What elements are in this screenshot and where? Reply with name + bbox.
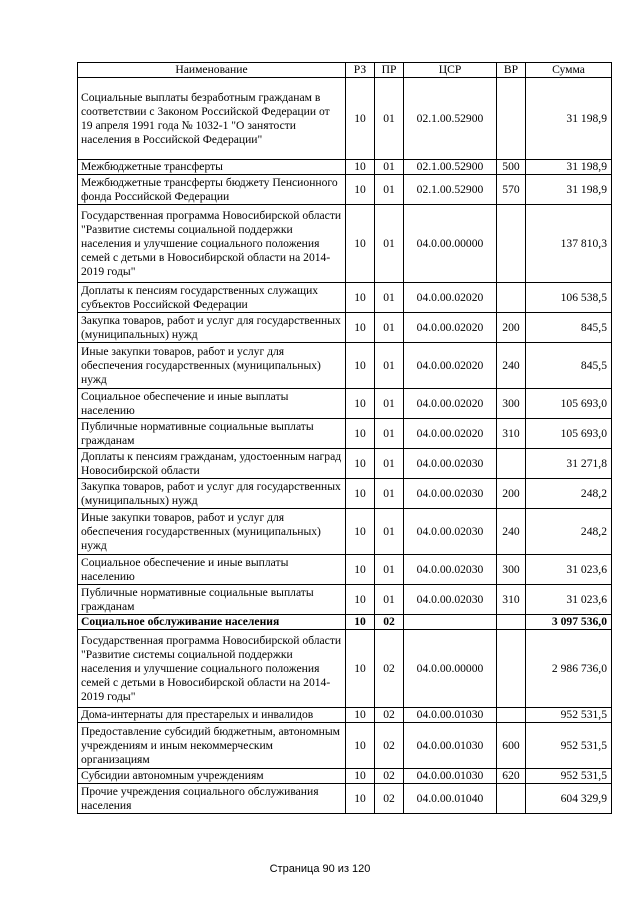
- cell-sum: 31 198,9: [526, 78, 612, 160]
- cell-name: Социальное обеспечение и иные выплаты населению: [78, 555, 346, 585]
- cell-name: Межбюджетные трансферты: [78, 160, 346, 175]
- cell-rz: 10: [346, 449, 375, 479]
- table-row: [78, 585, 612, 615]
- cell-rz: 10: [346, 784, 375, 814]
- table-row: [78, 160, 612, 175]
- cell-vr: [497, 449, 526, 479]
- cell-sum: 31 023,6: [526, 555, 612, 585]
- table-row: [78, 389, 612, 419]
- cell-name: Межбюджетные трансферты бюджету Пенсионного фонда Российской Федерации: [78, 175, 346, 205]
- cell-pr: 02: [375, 769, 404, 784]
- cell-sum: 952 531,5: [526, 708, 612, 723]
- cell-name: Иные закупки товаров, работ и услуг для обеспечения государственных (муниципальных) нужд: [78, 509, 346, 555]
- cell-name: Субсидии автономным учреждениям: [78, 769, 346, 784]
- cell-name: Публичные нормативные социальные выплаты гражданам: [78, 585, 346, 615]
- budget-table: [77, 62, 612, 814]
- cell-rz: 10: [346, 630, 375, 708]
- cell-name: Закупка товаров, работ и услуг для государственных (муниципальных) нужд: [78, 479, 346, 509]
- cell-rz: 10: [346, 313, 375, 343]
- cell-vr: 310: [497, 585, 526, 615]
- cell-sum: 248,2: [526, 479, 612, 509]
- header-rz: РЗ: [346, 63, 375, 78]
- cell-vr: 500: [497, 160, 526, 175]
- cell-sum: 31 198,9: [526, 160, 612, 175]
- cell-pr: 01: [375, 205, 404, 283]
- cell-pr: 01: [375, 313, 404, 343]
- cell-vr: 240: [497, 509, 526, 555]
- cell-name: Публичные нормативные социальные выплаты гражданам: [78, 419, 346, 449]
- cell-name: Социальное обслуживание населения: [78, 615, 346, 630]
- cell-rz: 10: [346, 343, 375, 389]
- cell-pr: 01: [375, 175, 404, 205]
- cell-sum: 105 693,0: [526, 389, 612, 419]
- page-footer: Страница 90 из 120: [269, 863, 371, 875]
- cell-csr: 04.0.00.00000: [404, 630, 497, 708]
- table-row: [78, 479, 612, 509]
- cell-sum: 604 329,9: [526, 784, 612, 814]
- cell-vr: 570: [497, 175, 526, 205]
- cell-pr: 01: [375, 449, 404, 479]
- cell-csr: 04.0.00.01040: [404, 784, 497, 814]
- cell-name: Доплаты к пенсиям государственных служащих субъектов Российской Федерации: [78, 283, 346, 313]
- cell-sum: 106 538,5: [526, 283, 612, 313]
- table-row: [78, 630, 612, 708]
- cell-csr: 02.1.00.52900: [404, 78, 497, 160]
- header-sum: Сумма: [526, 63, 612, 78]
- cell-vr: 600: [497, 723, 526, 769]
- header-vr: ВР: [497, 63, 526, 78]
- table-header-row: [78, 63, 612, 78]
- cell-vr: 200: [497, 479, 526, 509]
- cell-sum: 3 097 536,0: [526, 615, 612, 630]
- cell-vr: [497, 708, 526, 723]
- cell-csr: 04.0.00.02020: [404, 389, 497, 419]
- table-row: [78, 723, 612, 769]
- cell-pr: 01: [375, 283, 404, 313]
- cell-csr: 02.1.00.52900: [404, 160, 497, 175]
- cell-pr: 01: [375, 343, 404, 389]
- cell-csr: 04.0.00.02030: [404, 509, 497, 555]
- cell-csr: 04.0.00.01030: [404, 708, 497, 723]
- cell-csr: [404, 615, 497, 630]
- cell-pr: 01: [375, 419, 404, 449]
- cell-pr: 01: [375, 78, 404, 160]
- cell-sum: 137 810,3: [526, 205, 612, 283]
- cell-name: Дома-интернаты для престарелых и инвалидов: [78, 708, 346, 723]
- cell-vr: 200: [497, 313, 526, 343]
- cell-vr: 310: [497, 419, 526, 449]
- cell-name: Государственная программа Новосибирской области "Развитие системы социальной поддержки населения и улучшение социального положения семей с детьми в Новосибирской области на 2014-2019 годы": [78, 630, 346, 708]
- cell-csr: 04.0.00.02020: [404, 283, 497, 313]
- cell-csr: 04.0.00.02030: [404, 449, 497, 479]
- cell-name: Закупка товаров, работ и услуг для государственных (муниципальных) нужд: [78, 313, 346, 343]
- header-pr: ПР: [375, 63, 404, 78]
- cell-sum: 952 531,5: [526, 769, 612, 784]
- cell-rz: 10: [346, 419, 375, 449]
- header-name: Наименование: [78, 63, 346, 78]
- cell-rz: 10: [346, 479, 375, 509]
- cell-rz: 10: [346, 389, 375, 419]
- cell-pr: 01: [375, 555, 404, 585]
- cell-rz: 10: [346, 555, 375, 585]
- cell-vr: 300: [497, 555, 526, 585]
- cell-csr: 04.0.00.01030: [404, 769, 497, 784]
- cell-pr: 02: [375, 630, 404, 708]
- table-row: [78, 784, 612, 814]
- cell-name: Предоставление субсидий бюджетным, автономным учреждениям и иным некоммерческим организациям: [78, 723, 346, 769]
- cell-pr: 01: [375, 160, 404, 175]
- table-row: [78, 313, 612, 343]
- cell-sum: 845,5: [526, 313, 612, 343]
- cell-vr: 240: [497, 343, 526, 389]
- cell-csr: 04.0.00.02030: [404, 585, 497, 615]
- cell-rz: 10: [346, 283, 375, 313]
- cell-sum: 105 693,0: [526, 419, 612, 449]
- cell-name: Иные закупки товаров, работ и услуг для обеспечения государственных (муниципальных) нужд: [78, 343, 346, 389]
- cell-name: Государственная программа Новосибирской области "Развитие системы социальной поддержки населения и улучшение социального положения семей с детьми в Новосибирской области на 2014-2019 годы": [78, 205, 346, 283]
- cell-sum: 31 271,8: [526, 449, 612, 479]
- cell-csr: 04.0.00.02030: [404, 479, 497, 509]
- cell-vr: [497, 615, 526, 630]
- cell-csr: 04.0.00.02020: [404, 419, 497, 449]
- cell-vr: [497, 283, 526, 313]
- cell-name: Социальные выплаты безработным гражданам в соответствии с Законом Российской Федерации от 19 апреля 1991 года № 1032-1 "О занятости населения в Российской Федерации": [78, 78, 346, 160]
- cell-pr: 01: [375, 585, 404, 615]
- cell-vr: [497, 784, 526, 814]
- cell-sum: 31 198,9: [526, 175, 612, 205]
- table-row: [78, 78, 612, 160]
- cell-vr: 300: [497, 389, 526, 419]
- cell-vr: [497, 205, 526, 283]
- cell-pr: 01: [375, 389, 404, 419]
- cell-pr: 01: [375, 479, 404, 509]
- cell-rz: 10: [346, 723, 375, 769]
- cell-sum: 845,5: [526, 343, 612, 389]
- cell-csr: 04.0.00.02020: [404, 313, 497, 343]
- table-row: [78, 708, 612, 723]
- table-row: [78, 343, 612, 389]
- cell-pr: 01: [375, 509, 404, 555]
- cell-rz: 10: [346, 585, 375, 615]
- table-row: [78, 175, 612, 205]
- cell-pr: 02: [375, 723, 404, 769]
- table-row: [78, 419, 612, 449]
- table-body: [78, 78, 612, 814]
- header-csr: ЦСР: [404, 63, 497, 78]
- cell-sum: 248,2: [526, 509, 612, 555]
- cell-sum: 952 531,5: [526, 723, 612, 769]
- cell-csr: 04.0.00.02020: [404, 343, 497, 389]
- cell-name: Доплаты к пенсиям гражданам, удостоенным наград Новосибирской области: [78, 449, 346, 479]
- cell-rz: 10: [346, 175, 375, 205]
- cell-rz: 10: [346, 160, 375, 175]
- table-row: [78, 509, 612, 555]
- cell-name: Прочие учреждения социального обслуживания населения: [78, 784, 346, 814]
- cell-rz: 10: [346, 708, 375, 723]
- cell-pr: 02: [375, 784, 404, 814]
- table-row: [78, 769, 612, 784]
- cell-rz: 10: [346, 509, 375, 555]
- budget-table-container: [77, 62, 611, 814]
- table-row: [78, 615, 612, 630]
- cell-sum: 31 023,6: [526, 585, 612, 615]
- table-row: [78, 283, 612, 313]
- cell-csr: 04.0.00.01030: [404, 723, 497, 769]
- cell-csr: 04.0.00.00000: [404, 205, 497, 283]
- cell-rz: 10: [346, 769, 375, 784]
- table-row: [78, 449, 612, 479]
- table-row: [78, 555, 612, 585]
- cell-vr: [497, 78, 526, 160]
- cell-vr: 620: [497, 769, 526, 784]
- cell-name: Социальное обеспечение и иные выплаты населению: [78, 389, 346, 419]
- cell-pr: 02: [375, 615, 404, 630]
- cell-pr: 02: [375, 708, 404, 723]
- cell-rz: 10: [346, 615, 375, 630]
- cell-sum: 2 986 736,0: [526, 630, 612, 708]
- cell-rz: 10: [346, 205, 375, 283]
- cell-rz: 10: [346, 78, 375, 160]
- cell-csr: 04.0.00.02030: [404, 555, 497, 585]
- cell-csr: 02.1.00.52900: [404, 175, 497, 205]
- cell-vr: [497, 630, 526, 708]
- table-row: [78, 205, 612, 283]
